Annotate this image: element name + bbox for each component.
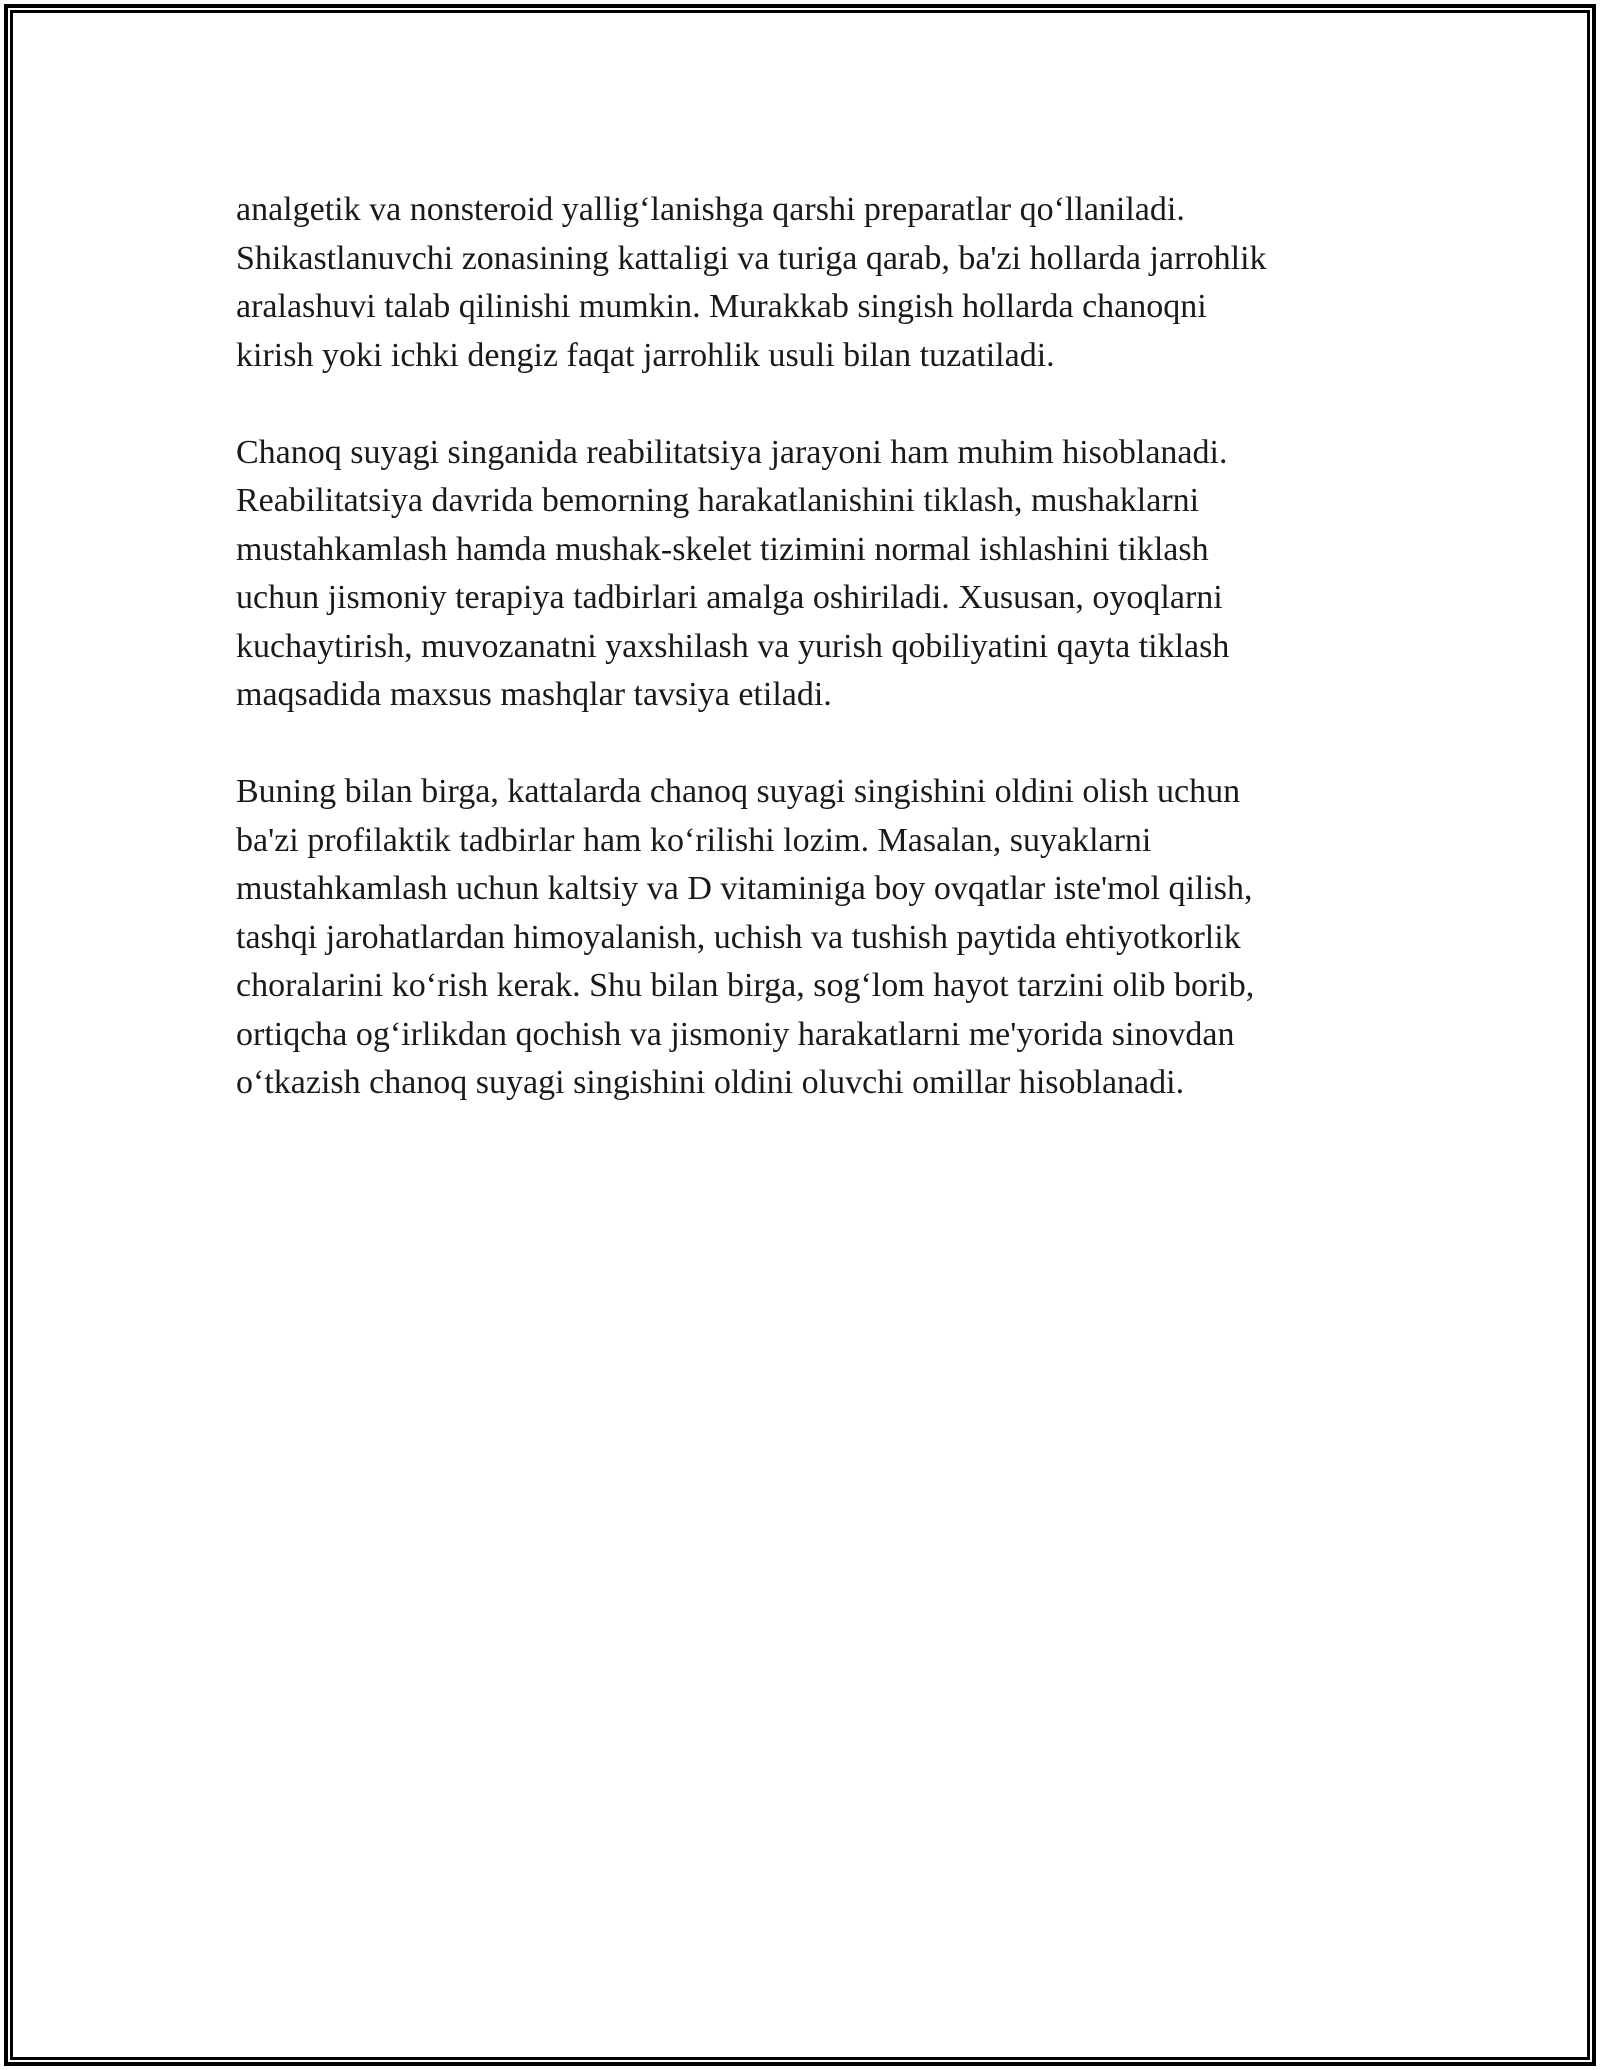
text-line: ortiqcha og‘irlikdan qochish va jismoniy harakatlarni me'yorida sinovdan [236,1015,1235,1053]
text-line: Reabilitatsiya davrida bemorning harakatlanishini tiklash, mushaklarni [236,482,1200,519]
text-line: tashqi jarohatlardan himoyalanish, uchish va tushish paytida ehtiyotkorlik [236,918,1241,956]
text-line: kirish yoki ichki dengiz faqat jarrohlik usuli bilan tuzatiladi. [236,336,1055,374]
text-line: kuchaytirish, muvozanatni yaxshilash va yurish qobiliyatini qayta tiklash [236,627,1230,665]
document-body [236,186,1376,1156]
paragraph-2 [236,429,1376,720]
text-line: ba'zi profilaktik tadbirlar ham ko‘rilishi lozim. Masalan, suyaklarni [236,821,1152,859]
paragraph-1 [236,186,1376,380]
text-line: analgetik va nonsteroid yallig‘lanishga qarshi preparatlar qo‘llaniladi. [236,191,1185,228]
text-line: choralarini ko‘rish kerak. Shu bilan birga, sog‘lom hayot tarzini olib borib, [236,967,1255,1004]
text-line: maqsadida maxsus mashqlar tavsiya etiladi. [236,676,832,713]
text-line: mustahkamlash uchun kaltsiy va D vitaminiga boy ovqatlar iste'mol qilish, [236,870,1253,907]
text-line: Chanoq suyagi singanida reabilitatsiya jarayoni ham muhim hisoblanadi. [236,433,1228,471]
text-line: aralashuvi talab qilinishi mumkin. Murakkab singish hollarda chanoqni [236,288,1207,325]
text-line: uchun jismoniy terapiya tadbirlari amalga oshiriladi. Xususan, oyoqlarni [236,579,1223,616]
text-line: mustahkamlash hamda mushak-skelet tizimini normal ishlashini tiklash [236,530,1209,568]
text-line: o‘tkazish chanoq suyagi singishini oldini oluvchi omillar hisoblanadi. [236,1064,1185,1101]
paragraph-3 [236,768,1376,1108]
text-line: Shikastlanuvchi zonasining kattaligi va turiga qarab, ba'zi hollarda jarrohlik [236,239,1267,277]
text-line: Buning bilan birga, kattalarda chanoq suyagi singishini oldini olish uchun [236,773,1241,810]
